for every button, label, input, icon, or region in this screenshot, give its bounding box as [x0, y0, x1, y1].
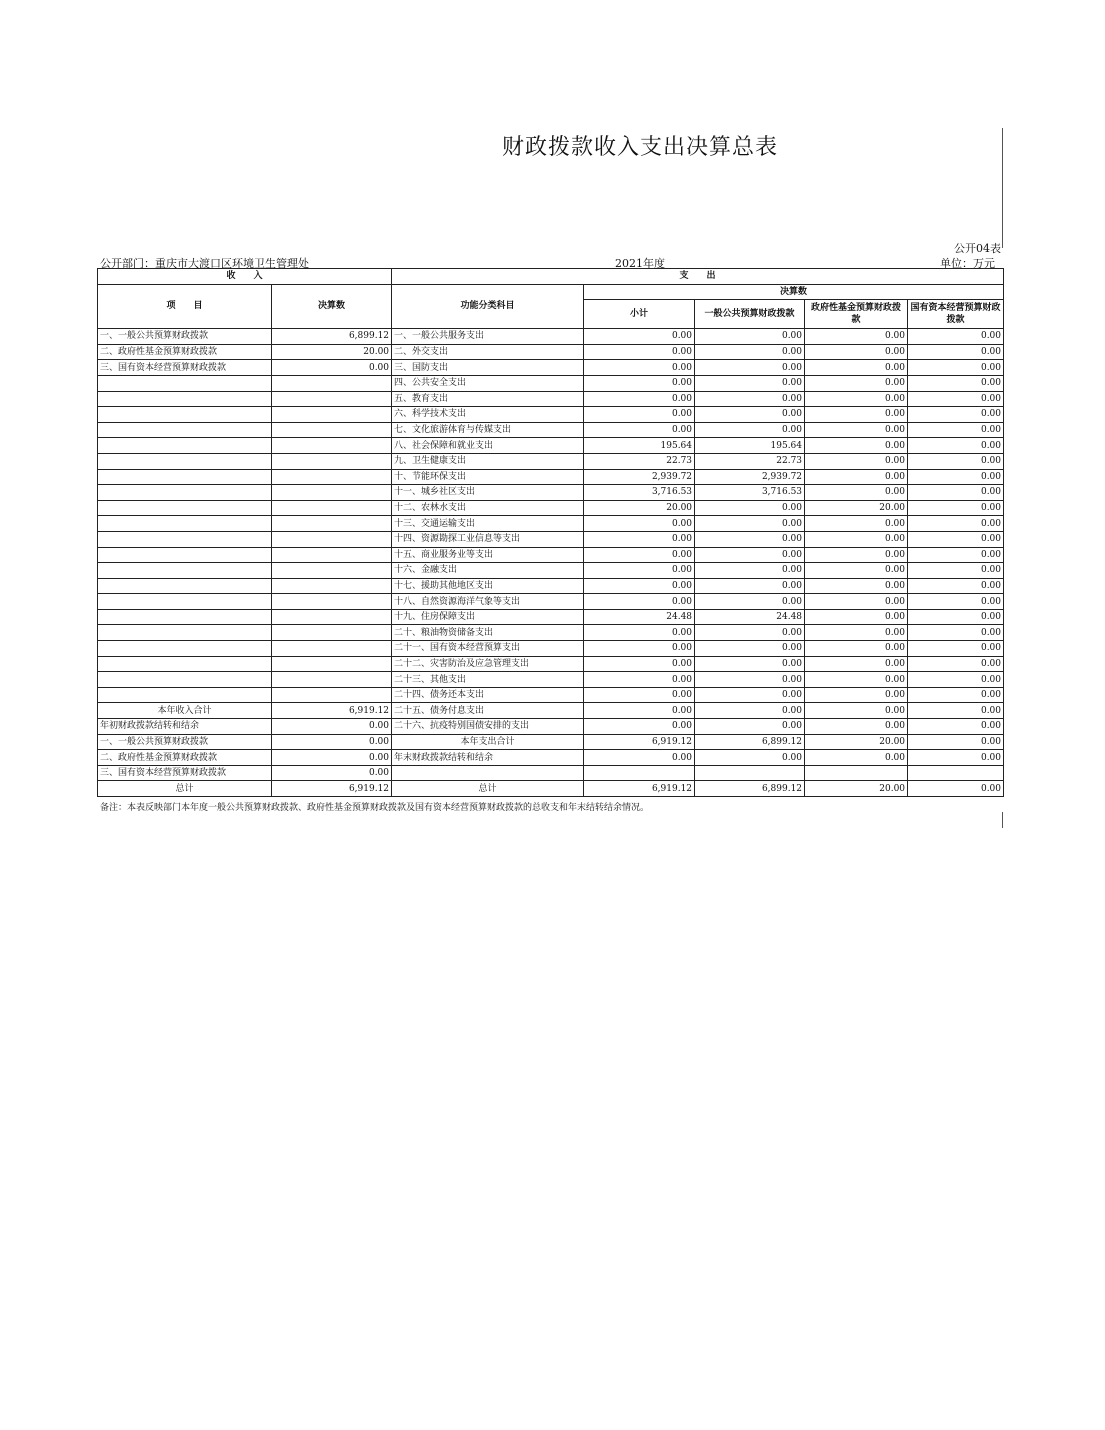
- income-item-cell: 年初财政拨款结转和结余: [98, 719, 272, 735]
- income-amount-cell: 0.00: [272, 719, 392, 735]
- expense-amount-cell: 0.00: [908, 500, 1004, 516]
- expense-amount-cell: 0.00: [584, 687, 695, 703]
- function-item-cell: 十、节能环保支出: [392, 469, 584, 485]
- expense-amount-cell: 0.00: [908, 469, 1004, 485]
- table-row: [98, 687, 1004, 703]
- expense-amount-cell: 0.00: [908, 360, 1004, 376]
- expense-amount-cell: 0.00: [805, 578, 908, 594]
- expense-amount-cell: 0.00: [908, 329, 1004, 345]
- expense-amount-cell: 24.48: [584, 609, 695, 625]
- expense-amount-cell: 0.00: [908, 531, 1004, 547]
- expense-amount-cell: 0.00: [695, 625, 805, 641]
- expense-amount-cell: 0.00: [805, 375, 908, 391]
- function-item-cell: 二十六、抗疫特别国债安排的支出: [392, 719, 584, 735]
- expense-amount-cell: 0.00: [908, 422, 1004, 438]
- expense-amount-cell: 0.00: [695, 360, 805, 376]
- expense-amount-cell: 0.00: [584, 672, 695, 688]
- function-item-cell: 十五、商业服务业等支出: [392, 547, 584, 563]
- expense-amount-cell: 22.73: [584, 453, 695, 469]
- income-item-cell: [98, 563, 272, 579]
- function-item-cell: 七、文化旅游体育与传媒支出: [392, 422, 584, 438]
- income-item-cell: 二、政府性基金预算财政拨款: [98, 344, 272, 360]
- expense-amount-cell: 0.00: [805, 719, 908, 735]
- expense-amount-cell: 6,919.12: [584, 781, 695, 797]
- income-amount-cell: [272, 656, 392, 672]
- function-item-cell: 九、卫生健康支出: [392, 453, 584, 469]
- income-amount-cell: [272, 391, 392, 407]
- expense-amount-cell: 0.00: [805, 547, 908, 563]
- expense-amount-cell: 0.00: [908, 781, 1004, 797]
- expense-amount-cell: 2,939.72: [584, 469, 695, 485]
- function-item-cell: 八、社会保障和就业支出: [392, 438, 584, 454]
- expense-amount-cell: [908, 765, 1004, 781]
- table-row: [98, 703, 1004, 719]
- table-row: [98, 563, 1004, 579]
- income-item-cell: [98, 407, 272, 423]
- expense-amount-cell: 0.00: [584, 391, 695, 407]
- income-amount-cell: [272, 625, 392, 641]
- income-amount-cell: [272, 687, 392, 703]
- expense-amount-cell: 0.00: [695, 329, 805, 345]
- expense-amount-cell: 0.00: [584, 578, 695, 594]
- income-amount-cell: [272, 547, 392, 563]
- expense-amount-cell: 0.00: [805, 360, 908, 376]
- income-item-cell: [98, 453, 272, 469]
- expense-amount-cell: 0.00: [805, 609, 908, 625]
- expense-amount-cell: 0.00: [695, 391, 805, 407]
- income-amount-cell: 6,899.12: [272, 329, 392, 345]
- table-row: [98, 407, 1004, 423]
- expense-amount-cell: 0.00: [908, 485, 1004, 501]
- expense-amount-cell: 0.00: [584, 422, 695, 438]
- income-amount-cell: [272, 578, 392, 594]
- table-row: [98, 609, 1004, 625]
- expense-amount-cell: 0.00: [908, 375, 1004, 391]
- expense-amount-cell: [584, 765, 695, 781]
- income-header: 收 入: [98, 269, 392, 285]
- expense-amount-cell: 0.00: [908, 391, 1004, 407]
- expense-amount-cell: 195.64: [584, 438, 695, 454]
- expense-amount-cell: 6,899.12: [695, 734, 805, 750]
- state-capital-header: 国有资本经营预算财政拨款: [908, 300, 1004, 329]
- expense-amount-cell: 0.00: [695, 516, 805, 532]
- income-item-cell: [98, 516, 272, 532]
- income-item-cell: [98, 485, 272, 501]
- table-row: [98, 578, 1004, 594]
- expense-amount-cell: 0.00: [805, 656, 908, 672]
- table-row: [98, 438, 1004, 454]
- unit-label: 单位：万元: [940, 257, 995, 270]
- expense-amount-cell: 6,899.12: [695, 781, 805, 797]
- expense-amount-cell: 0.00: [584, 594, 695, 610]
- income-item-cell: 三、国有资本经营预算财政拨款: [98, 360, 272, 376]
- expense-amount-cell: 6,919.12: [584, 734, 695, 750]
- expense-amount-cell: 0.00: [695, 578, 805, 594]
- expense-amount-cell: 0.00: [908, 563, 1004, 579]
- expense-amount-cell: 0.00: [805, 344, 908, 360]
- table-body: [98, 329, 1004, 797]
- expense-amount-cell: 0.00: [805, 329, 908, 345]
- subtotal-header: 小计: [584, 300, 695, 329]
- function-item-cell: 一、一般公共服务支出: [392, 329, 584, 345]
- expense-amount-cell: 0.00: [695, 563, 805, 579]
- expense-amount-cell: 0.00: [584, 375, 695, 391]
- income-item-cell: [98, 375, 272, 391]
- expense-amount-cell: 0.00: [908, 703, 1004, 719]
- expense-amount-cell: 0.00: [908, 750, 1004, 766]
- expense-amount-cell: 3,716.53: [584, 485, 695, 501]
- expense-amount-cell: 0.00: [695, 344, 805, 360]
- expense-amount-cell: 0.00: [805, 672, 908, 688]
- expense-amount-cell: 0.00: [908, 656, 1004, 672]
- expense-amount-cell: 0.00: [805, 453, 908, 469]
- function-item-cell: 本年支出合计: [392, 734, 584, 750]
- income-amount-cell: [272, 594, 392, 610]
- expense-amount-cell: 0.00: [584, 329, 695, 345]
- function-item-cell: 二十四、债务还本支出: [392, 687, 584, 703]
- income-item-cell: [98, 469, 272, 485]
- expense-amount-cell: 0.00: [695, 656, 805, 672]
- expense-amount-cell: 0.00: [908, 625, 1004, 641]
- expense-amount-cell: 0.00: [908, 734, 1004, 750]
- function-item-cell: 二十五、债务付息支出: [392, 703, 584, 719]
- expense-amount-cell: 24.48: [695, 609, 805, 625]
- general-budget-header: 一般公共预算财政拨款: [695, 300, 805, 329]
- department-label: 公开部门：重庆市大渡口区环境卫生管理处: [100, 257, 309, 270]
- expense-amount-cell: 0.00: [584, 656, 695, 672]
- expense-amount-cell: 0.00: [908, 641, 1004, 657]
- income-item-cell: 本年收入合计: [98, 703, 272, 719]
- page-border-line-lower: [1002, 812, 1003, 828]
- income-amount-cell: [272, 422, 392, 438]
- expense-amount-cell: 0.00: [805, 687, 908, 703]
- income-amount-cell: [272, 453, 392, 469]
- expense-amount-cell: 0.00: [805, 485, 908, 501]
- expense-amount-cell: 0.00: [695, 500, 805, 516]
- income-amount-cell: 0.00: [272, 734, 392, 750]
- income-item-cell: [98, 500, 272, 516]
- expense-amount-cell: 0.00: [908, 547, 1004, 563]
- table-row: [98, 375, 1004, 391]
- table-row: [98, 391, 1004, 407]
- expense-amount-cell: 0.00: [908, 594, 1004, 610]
- income-amount-cell: 20.00: [272, 344, 392, 360]
- income-amount-cell: 0.00: [272, 360, 392, 376]
- expense-amount-cell: 0.00: [805, 407, 908, 423]
- income-item-cell: [98, 391, 272, 407]
- expense-amount-cell: 22.73: [695, 453, 805, 469]
- table-row: [98, 344, 1004, 360]
- expense-amount-cell: 0.00: [908, 516, 1004, 532]
- income-item-cell: [98, 438, 272, 454]
- expense-amount-cell: 0.00: [908, 672, 1004, 688]
- table-row: [98, 625, 1004, 641]
- income-amount-cell: 0.00: [272, 750, 392, 766]
- income-amount-cell: [272, 563, 392, 579]
- expense-amount-cell: 0.00: [805, 703, 908, 719]
- income-item-cell: 总计: [98, 781, 272, 797]
- expense-amount-cell: 0.00: [695, 672, 805, 688]
- expense-amount-cell: 0.00: [584, 563, 695, 579]
- function-item-cell: 二十一、国有资本经营预算支出: [392, 641, 584, 657]
- table-row: [98, 656, 1004, 672]
- income-amount-cell: [272, 469, 392, 485]
- expense-amount-cell: 0.00: [584, 641, 695, 657]
- expense-amount-cell: 2,939.72: [695, 469, 805, 485]
- income-item-cell: [98, 656, 272, 672]
- function-item-cell: 十一、城乡社区支出: [392, 485, 584, 501]
- table-row: [98, 516, 1004, 532]
- expense-amount-cell: 195.64: [695, 438, 805, 454]
- expense-amount-cell: 0.00: [805, 594, 908, 610]
- page-title: 财政拨款收入支出决算总表: [501, 135, 778, 160]
- income-item-cell: [98, 594, 272, 610]
- expense-amount-cell: 0.00: [805, 516, 908, 532]
- expense-amount-cell: 0.00: [805, 438, 908, 454]
- expense-amount-cell: 0.00: [805, 531, 908, 547]
- income-item-cell: 一、一般公共预算财政拨款: [98, 329, 272, 345]
- expense-amount-cell: 0.00: [584, 531, 695, 547]
- expense-amount-cell: 0.00: [695, 641, 805, 657]
- amount-header: 决算数: [272, 284, 392, 329]
- expense-amount-cell: 0.00: [695, 594, 805, 610]
- expense-amount-cell: [695, 765, 805, 781]
- expense-amount-cell: 0.00: [695, 407, 805, 423]
- income-amount-cell: [272, 609, 392, 625]
- expense-amount-cell: 0.00: [805, 750, 908, 766]
- table-row: [98, 641, 1004, 657]
- function-item-cell: 十九、住房保障支出: [392, 609, 584, 625]
- expense-amount-cell: 0.00: [584, 703, 695, 719]
- income-amount-cell: [272, 672, 392, 688]
- function-item-cell: [392, 765, 584, 781]
- expense-amount-cell: 0.00: [584, 625, 695, 641]
- expense-amount-cell: 0.00: [584, 407, 695, 423]
- table-row: [98, 422, 1004, 438]
- item-header: 项 目: [98, 284, 272, 329]
- expense-amount-cell: 0.00: [584, 344, 695, 360]
- table-row: [98, 485, 1004, 501]
- income-item-cell: [98, 578, 272, 594]
- table-row: [98, 500, 1004, 516]
- income-amount-cell: [272, 500, 392, 516]
- function-item-cell: 十二、农林水支出: [392, 500, 584, 516]
- expense-amount-cell: 0.00: [695, 750, 805, 766]
- function-item-cell: 年末财政拨款结转和结余: [392, 750, 584, 766]
- income-amount-cell: [272, 485, 392, 501]
- income-item-cell: [98, 641, 272, 657]
- income-item-cell: [98, 672, 272, 688]
- function-item-cell: 十八、自然资源海洋气象等支出: [392, 594, 584, 610]
- income-item-cell: [98, 687, 272, 703]
- expense-amount-cell: 0.00: [584, 360, 695, 376]
- expense-amount-cell: 20.00: [584, 500, 695, 516]
- function-item-cell: 二、外交支出: [392, 344, 584, 360]
- expense-amount-cell: 20.00: [805, 500, 908, 516]
- expense-amount-cell: 0.00: [695, 719, 805, 735]
- expense-amount-cell: 0.00: [695, 531, 805, 547]
- expense-amount-cell: 0.00: [908, 438, 1004, 454]
- expense-amount-cell: 0.00: [908, 453, 1004, 469]
- table-row: [98, 547, 1004, 563]
- function-item-cell: 五、教育支出: [392, 391, 584, 407]
- expense-amount-cell: 0.00: [695, 547, 805, 563]
- table-row: [98, 719, 1004, 735]
- income-item-cell: [98, 625, 272, 641]
- income-amount-cell: [272, 531, 392, 547]
- income-amount-cell: 6,919.12: [272, 703, 392, 719]
- function-item-cell: 十三、交通运输支出: [392, 516, 584, 532]
- income-item-cell: [98, 547, 272, 563]
- expense-amount-cell: 0.00: [908, 578, 1004, 594]
- budget-summary-table: [97, 268, 1004, 797]
- final-header: 决算数: [584, 284, 1004, 300]
- expense-amount-cell: 0.00: [805, 391, 908, 407]
- expense-amount-cell: [805, 765, 908, 781]
- function-item-cell: 四、公共安全支出: [392, 375, 584, 391]
- expense-header: 支 出: [392, 269, 1004, 285]
- expense-amount-cell: 0.00: [805, 625, 908, 641]
- income-item-cell: 二、政府性基金预算财政拨款: [98, 750, 272, 766]
- table-row: [98, 360, 1004, 376]
- expense-amount-cell: 0.00: [584, 750, 695, 766]
- table-row: [98, 734, 1004, 750]
- fund-budget-header: 政府性基金预算财政拨款: [805, 300, 908, 329]
- expense-amount-cell: 0.00: [805, 422, 908, 438]
- table-row: [98, 329, 1004, 345]
- table-row: [98, 594, 1004, 610]
- function-item-cell: 十七、援助其他地区支出: [392, 578, 584, 594]
- function-item-cell: 十四、资源勘探工业信息等支出: [392, 531, 584, 547]
- expense-amount-cell: 20.00: [805, 781, 908, 797]
- income-amount-cell: [272, 641, 392, 657]
- expense-amount-cell: 0.00: [584, 516, 695, 532]
- footnote: 备注：本表反映部门本年度一般公共预算财政拨款、政府性基金预算财政拨款及国有资本经营预算财政拨款的总收支和年末结转结余情况。: [100, 803, 650, 813]
- expense-amount-cell: 0.00: [908, 344, 1004, 360]
- income-item-cell: [98, 609, 272, 625]
- expense-amount-cell: 0.00: [695, 422, 805, 438]
- income-amount-cell: [272, 375, 392, 391]
- expense-amount-cell: 0.00: [695, 375, 805, 391]
- expense-amount-cell: 0.00: [695, 687, 805, 703]
- income-item-cell: 三、国有资本经营预算财政拨款: [98, 765, 272, 781]
- income-amount-cell: 6,919.12: [272, 781, 392, 797]
- expense-amount-cell: 0.00: [908, 609, 1004, 625]
- function-item-cell: 六、科学技术支出: [392, 407, 584, 423]
- expense-amount-cell: 0.00: [805, 469, 908, 485]
- table-row: [98, 781, 1004, 797]
- income-amount-cell: 0.00: [272, 765, 392, 781]
- table-row: [98, 531, 1004, 547]
- income-amount-cell: [272, 407, 392, 423]
- table-row: [98, 672, 1004, 688]
- table-row: [98, 765, 1004, 781]
- expense-amount-cell: 0.00: [908, 687, 1004, 703]
- function-item-cell: 二十三、其他支出: [392, 672, 584, 688]
- expense-amount-cell: 0.00: [908, 719, 1004, 735]
- form-code: 公开04表: [954, 242, 1001, 255]
- table-row: [98, 453, 1004, 469]
- income-item-cell: 一、一般公共预算财政拨款: [98, 734, 272, 750]
- function-item-cell: 二十、粮油物资储备支出: [392, 625, 584, 641]
- table-row: [98, 750, 1004, 766]
- table-row: [98, 469, 1004, 485]
- income-amount-cell: [272, 516, 392, 532]
- expense-amount-cell: 0.00: [805, 563, 908, 579]
- expense-amount-cell: 0.00: [584, 719, 695, 735]
- expense-amount-cell: 20.00: [805, 734, 908, 750]
- function-header: 功能分类科目: [392, 284, 584, 329]
- income-item-cell: [98, 531, 272, 547]
- expense-amount-cell: 0.00: [695, 703, 805, 719]
- function-item-cell: 三、国防支出: [392, 360, 584, 376]
- income-item-cell: [98, 422, 272, 438]
- expense-amount-cell: 0.00: [908, 407, 1004, 423]
- function-item-cell: 总计: [392, 781, 584, 797]
- expense-amount-cell: 0.00: [805, 641, 908, 657]
- fiscal-year: 2021年度: [615, 257, 665, 270]
- expense-amount-cell: 0.00: [584, 547, 695, 563]
- function-item-cell: 十六、金融支出: [392, 563, 584, 579]
- function-item-cell: 二十二、灾害防治及应急管理支出: [392, 656, 584, 672]
- income-amount-cell: [272, 438, 392, 454]
- expense-amount-cell: 3,716.53: [695, 485, 805, 501]
